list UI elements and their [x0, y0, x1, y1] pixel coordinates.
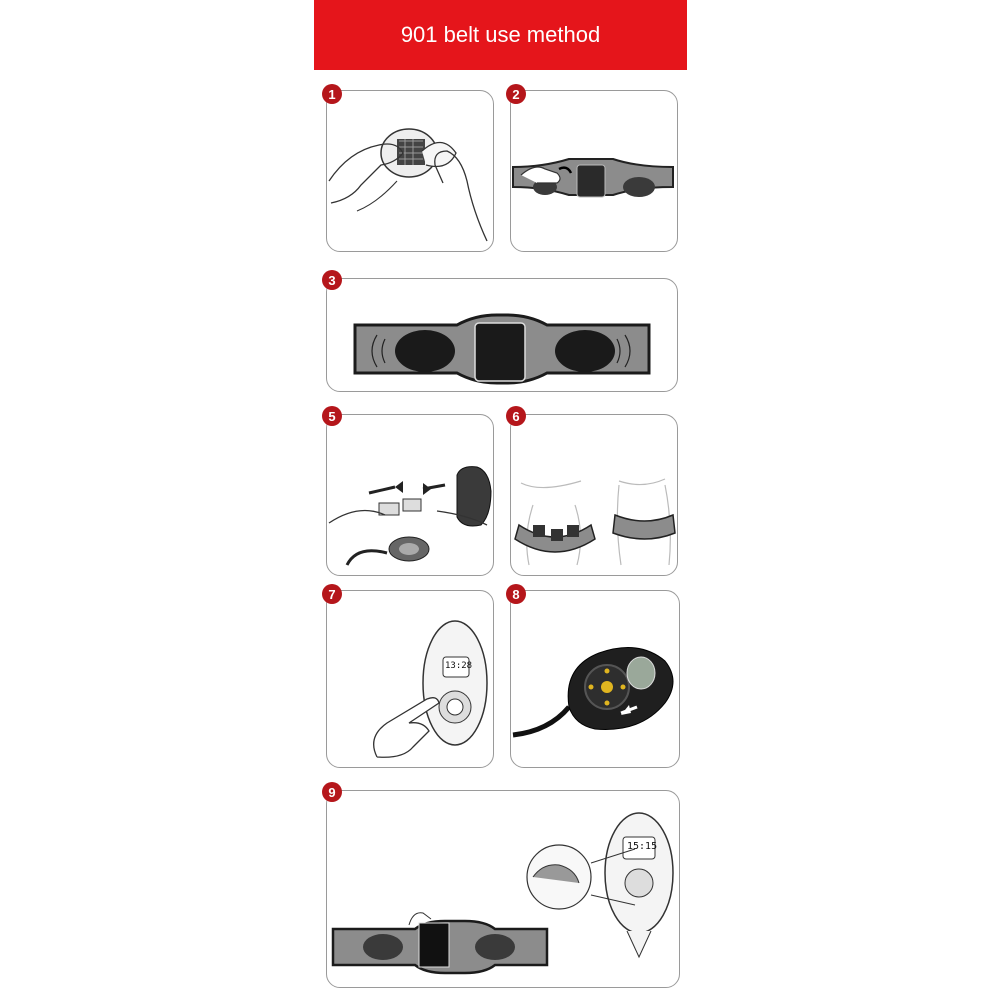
step-badge-7: 7 [322, 584, 342, 604]
step-3-panel [326, 278, 678, 392]
wear-belt-illustration [511, 415, 677, 575]
step-9-panel [326, 790, 680, 988]
connect-cable-illustration [327, 415, 493, 575]
step-5-panel [326, 414, 494, 576]
step-7-panel [326, 590, 494, 768]
step-badge-1: 1 [322, 84, 342, 104]
step-badge-2: 2 [506, 84, 526, 104]
device-time-display-7: 13:28 [445, 661, 473, 671]
step-badge-3: 3 [322, 270, 342, 290]
step-8-panel [510, 590, 680, 768]
step-badge-9: 9 [322, 782, 342, 802]
step-badge-6: 6 [506, 406, 526, 426]
attach-pad-illustration [511, 91, 677, 251]
device-time-display-9: 15:15 [627, 841, 658, 852]
power-on-illustration [327, 591, 493, 767]
step-2-panel [510, 90, 678, 252]
step-badge-8: 8 [506, 584, 526, 604]
page-title: 901 belt use method [400, 22, 601, 47]
step-6-panel [510, 414, 678, 576]
belt-overview-illustration [327, 279, 677, 391]
page-title-banner [314, 0, 687, 70]
step-1-panel [326, 90, 494, 252]
peel-pad-illustration [327, 91, 493, 251]
final-assembly-illustration [327, 791, 679, 987]
controller-buttons-illustration [511, 591, 679, 767]
step-badge-5: 5 [322, 406, 342, 426]
